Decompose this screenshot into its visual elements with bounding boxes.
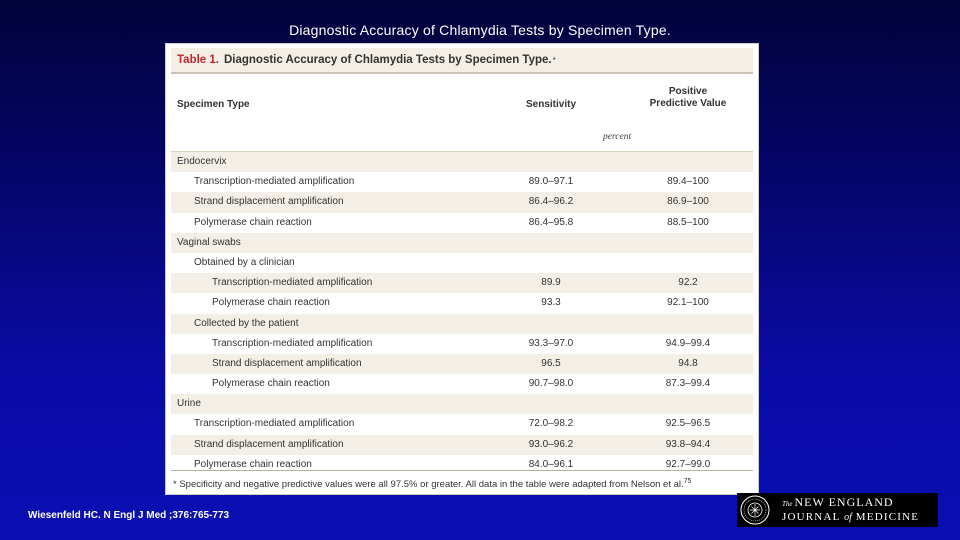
footnote-text: * Specificity and negative predictive values were all 97.5% or greater. All data in the table were adapted from Nelson et al.	[173, 479, 684, 491]
row-label: Obtained by a clinician	[194, 256, 295, 268]
table-card	[165, 43, 759, 495]
sensitivity-value: 96.5	[541, 357, 561, 369]
caption-footnote-mark: *	[552, 56, 556, 65]
table-row	[171, 253, 753, 273]
sensitivity-value: 93.0–96.2	[528, 438, 574, 450]
ppv-value: 86.9–100	[667, 196, 709, 208]
table-caption	[171, 48, 753, 74]
ppv-value: 94.9–99.4	[665, 337, 711, 349]
header-specimen-type: Specimen Type	[177, 99, 250, 110]
sensitivity-value: 93.3	[541, 297, 561, 309]
row-label: Polymerase chain reaction	[212, 297, 330, 309]
table-row	[171, 374, 753, 394]
ppv-value: 92.2	[678, 277, 698, 289]
header-ppv-line2: Predictive Value	[649, 98, 727, 109]
table-row	[171, 172, 753, 192]
table-body	[171, 152, 753, 475]
table-row	[171, 334, 753, 354]
unit-label: percent	[603, 132, 632, 142]
row-label: Polymerase chain reaction	[194, 216, 312, 228]
sensitivity-value: 86.4–96.2	[528, 196, 574, 208]
table-row	[171, 394, 753, 414]
table-row	[171, 293, 753, 313]
sensitivity-value: 90.7–98.0	[528, 378, 574, 390]
table-row	[171, 152, 753, 172]
ppv-value: 88.5–100	[667, 216, 709, 228]
logo-the: The	[782, 500, 793, 508]
table-number: Table 1.	[177, 54, 219, 66]
row-label: Collected by the patient	[194, 317, 299, 329]
table-row	[171, 314, 753, 334]
table-row	[171, 192, 753, 212]
table-row	[171, 213, 753, 233]
header-ppv	[633, 86, 743, 110]
row-label: Strand displacement amplification	[194, 196, 344, 208]
ppv-value: 89.4–100	[667, 176, 709, 188]
sensitivity-value: 93.3–97.0	[528, 337, 574, 349]
row-label: Vaginal swabs	[177, 236, 241, 248]
table-row	[171, 233, 753, 253]
logo-journal: JOURNAL	[782, 511, 841, 523]
ppv-value: 87.3–99.4	[665, 378, 711, 390]
sensitivity-value: 72.0–98.2	[528, 418, 574, 430]
header-sensitivity: Sensitivity	[525, 99, 577, 110]
logo-of: of	[844, 512, 852, 523]
row-label: Polymerase chain reaction	[194, 458, 312, 470]
citation: Wiesenfeld HC. N Engl J Med ;376:765-773	[28, 510, 230, 521]
nejm-logo	[737, 493, 938, 527]
row-label: Strand displacement amplification	[194, 438, 344, 450]
row-label: Transcription-mediated amplification	[212, 337, 373, 349]
table-footnote	[171, 470, 753, 493]
row-label: Strand displacement amplification	[212, 357, 362, 369]
ppv-value: 92.1–100	[667, 297, 709, 309]
table-row	[171, 435, 753, 455]
footnote-ref: 75	[683, 478, 692, 485]
sensitivity-value: 86.4–95.8	[528, 216, 574, 228]
row-label: Transcription-mediated amplification	[194, 418, 355, 430]
sensitivity-value: 89.0–97.1	[528, 176, 574, 188]
unit-row	[171, 129, 753, 152]
table-row	[171, 414, 753, 434]
row-label: Endocervix	[177, 156, 227, 167]
ppv-value: 92.7–99.0	[665, 458, 711, 470]
table-caption-text: Diagnostic Accuracy of Chlamydia Tests by Specimen Type.	[223, 54, 552, 66]
ppv-value: 93.8–94.4	[665, 438, 711, 450]
logo-medicine: MEDICINE	[855, 511, 920, 523]
ppv-value: 92.5–96.5	[665, 418, 711, 430]
table-header	[171, 74, 753, 129]
row-label: Transcription-mediated amplification	[212, 277, 373, 289]
row-label: Urine	[177, 398, 201, 410]
ppv-value: 94.8	[678, 357, 698, 369]
nejm-seal-icon	[740, 495, 770, 525]
header-ppv-line1: Positive	[668, 86, 708, 97]
slide-title: Diagnostic Accuracy of Chlamydia Tests by Specimen Type.	[289, 22, 671, 38]
table-row	[171, 273, 753, 293]
nejm-wordmark	[782, 496, 919, 524]
row-label: Polymerase chain reaction	[212, 378, 330, 390]
sensitivity-value: 89.9	[541, 277, 561, 289]
table-row	[171, 354, 753, 374]
row-label: Transcription-mediated amplification	[194, 176, 355, 188]
sensitivity-value: 84.0–96.1	[528, 458, 574, 470]
logo-line1: NEW ENGLAND	[794, 495, 894, 509]
